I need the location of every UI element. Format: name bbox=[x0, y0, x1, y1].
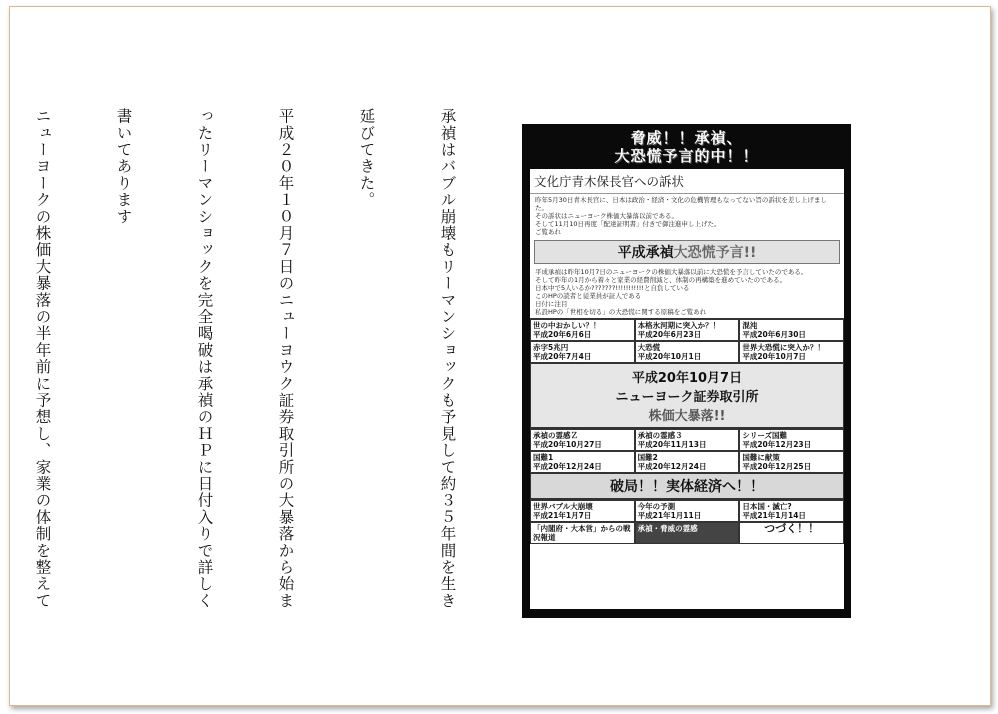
grid-cell: 混沌 平成20年6月30日 bbox=[739, 319, 844, 341]
poster-image bbox=[522, 124, 851, 618]
grid-cell: 今年の予測 平成21年1月11日 bbox=[635, 500, 740, 522]
para-line: 日付に注目 bbox=[535, 300, 568, 308]
poster-big-box bbox=[530, 363, 844, 428]
grid-cell: 世の中おかしい？！ 平成20年6月6日 bbox=[530, 319, 635, 341]
poster-body bbox=[530, 169, 844, 609]
grid-cell: 承禎の霊感３ 平成20年11月13日 bbox=[635, 429, 740, 451]
poster-banner2: 破局！！実体経済へ！！ bbox=[530, 473, 844, 499]
poster-para1 bbox=[530, 194, 844, 238]
last-right-cell: つづく！！ bbox=[739, 522, 844, 544]
vertical-text-body bbox=[0, 108, 508, 668]
last-left-cell: 「内閣府・大本営」からの戦況報道 bbox=[530, 522, 635, 544]
grid-cell: 国難1 平成20年12月24日 bbox=[530, 451, 635, 473]
para-line: このHPの読者と従業員が証人である bbox=[535, 292, 642, 300]
poster-section-title: 文化庁青木保長官への訴状 bbox=[530, 169, 844, 194]
text-line: 書いてあります bbox=[114, 108, 133, 225]
para-line: そして昨年の1月から着々と家業の経費削減と、体制の再構築を進めていたのである。 bbox=[535, 276, 787, 284]
para-line: 私設HPの「世相を切る」の大恐慌に関する原稿をご覧あれ bbox=[535, 308, 707, 316]
poster-grid2 bbox=[530, 428, 844, 473]
text-line: ったリーマンショックを完全喝破は承禎のＨＰに日付入りで詳しく bbox=[195, 108, 214, 609]
last-mid-cell: 承禎・脅威の霊感 bbox=[635, 522, 740, 544]
para-line: ご覧あれ bbox=[535, 228, 561, 236]
text-line: 承禎はバブル崩壊もリーマンショックも予見して約３５年間を生き bbox=[438, 108, 457, 609]
poster-banner1 bbox=[534, 240, 840, 264]
para-line: その訴状はニューヨーク株価大暴落以前である。 bbox=[535, 212, 678, 220]
poster-header-line2: 大恐慌予言的中！！ bbox=[614, 147, 759, 165]
grid-cell: 本格氷河期に突入か？！ 平成20年6月23日 bbox=[635, 319, 740, 341]
grid-cell: 大恐慌 平成20年10月1日 bbox=[635, 341, 740, 363]
poster-header-line1: 脅威！！承禎、 bbox=[630, 129, 743, 147]
poster-header bbox=[522, 124, 851, 174]
grid-cell: 国難2 平成20年12月24日 bbox=[635, 451, 740, 473]
grid-cell: 世界バブル大崩壊 平成21年1月7日 bbox=[530, 500, 635, 522]
para-line: そして11月10日再度「配達証明書」付きで御注進申し上げた。 bbox=[535, 220, 721, 228]
big-line3: 株価大暴落!! bbox=[648, 409, 726, 424]
text-line: 延びてきた。 bbox=[357, 108, 376, 209]
big-line2: ニューヨーク証券取引所 bbox=[615, 390, 759, 405]
para-line: 日本中で5人いるか???????!!!!!!!!!!!と自負している bbox=[535, 284, 690, 292]
banner1-main: 平成承禎 bbox=[617, 245, 674, 261]
poster-grid3 bbox=[530, 499, 844, 522]
grid-cell: 赤字5兆円 平成20年7月4日 bbox=[530, 341, 635, 363]
big-line1: 平成20年10月7日 bbox=[631, 371, 743, 386]
grid-cell: シリーズ国難 平成20年12月23日 bbox=[739, 429, 844, 451]
grid-cell: 世界大恐慌に突入か？！ 平成20年10月7日 bbox=[739, 341, 844, 363]
text-line: ニューヨークの株価大暴落の半年前に予想し、家業の体制を整えて bbox=[33, 108, 52, 609]
poster-last-row bbox=[530, 522, 844, 544]
grid-cell: 国難に献策 平成20年12月25日 bbox=[739, 451, 844, 473]
poster-grid1 bbox=[530, 318, 844, 363]
grid-cell: 日本国・滅亡? 平成21年1月14日 bbox=[739, 500, 844, 522]
para-line: 昨年5月30日青木長官に、日本は政治・経済・文化の危機管理もなってない旨の訴状を差し上げました。 bbox=[535, 196, 827, 212]
banner1-highlight: 大恐慌予言!! bbox=[673, 245, 757, 261]
poster-para2 bbox=[530, 266, 844, 318]
grid-cell: 承禎の霊感Ｚ 平成20年10月27日 bbox=[530, 429, 635, 451]
para-line: 平成承禎は昨年10月7日のニューヨークの株価大暴落以前に大恐慌を予言していたのである。 bbox=[535, 268, 808, 276]
text-line: 平成２０年１０月７日のニューヨウク証券取引所の大暴落から始ま bbox=[276, 108, 295, 609]
